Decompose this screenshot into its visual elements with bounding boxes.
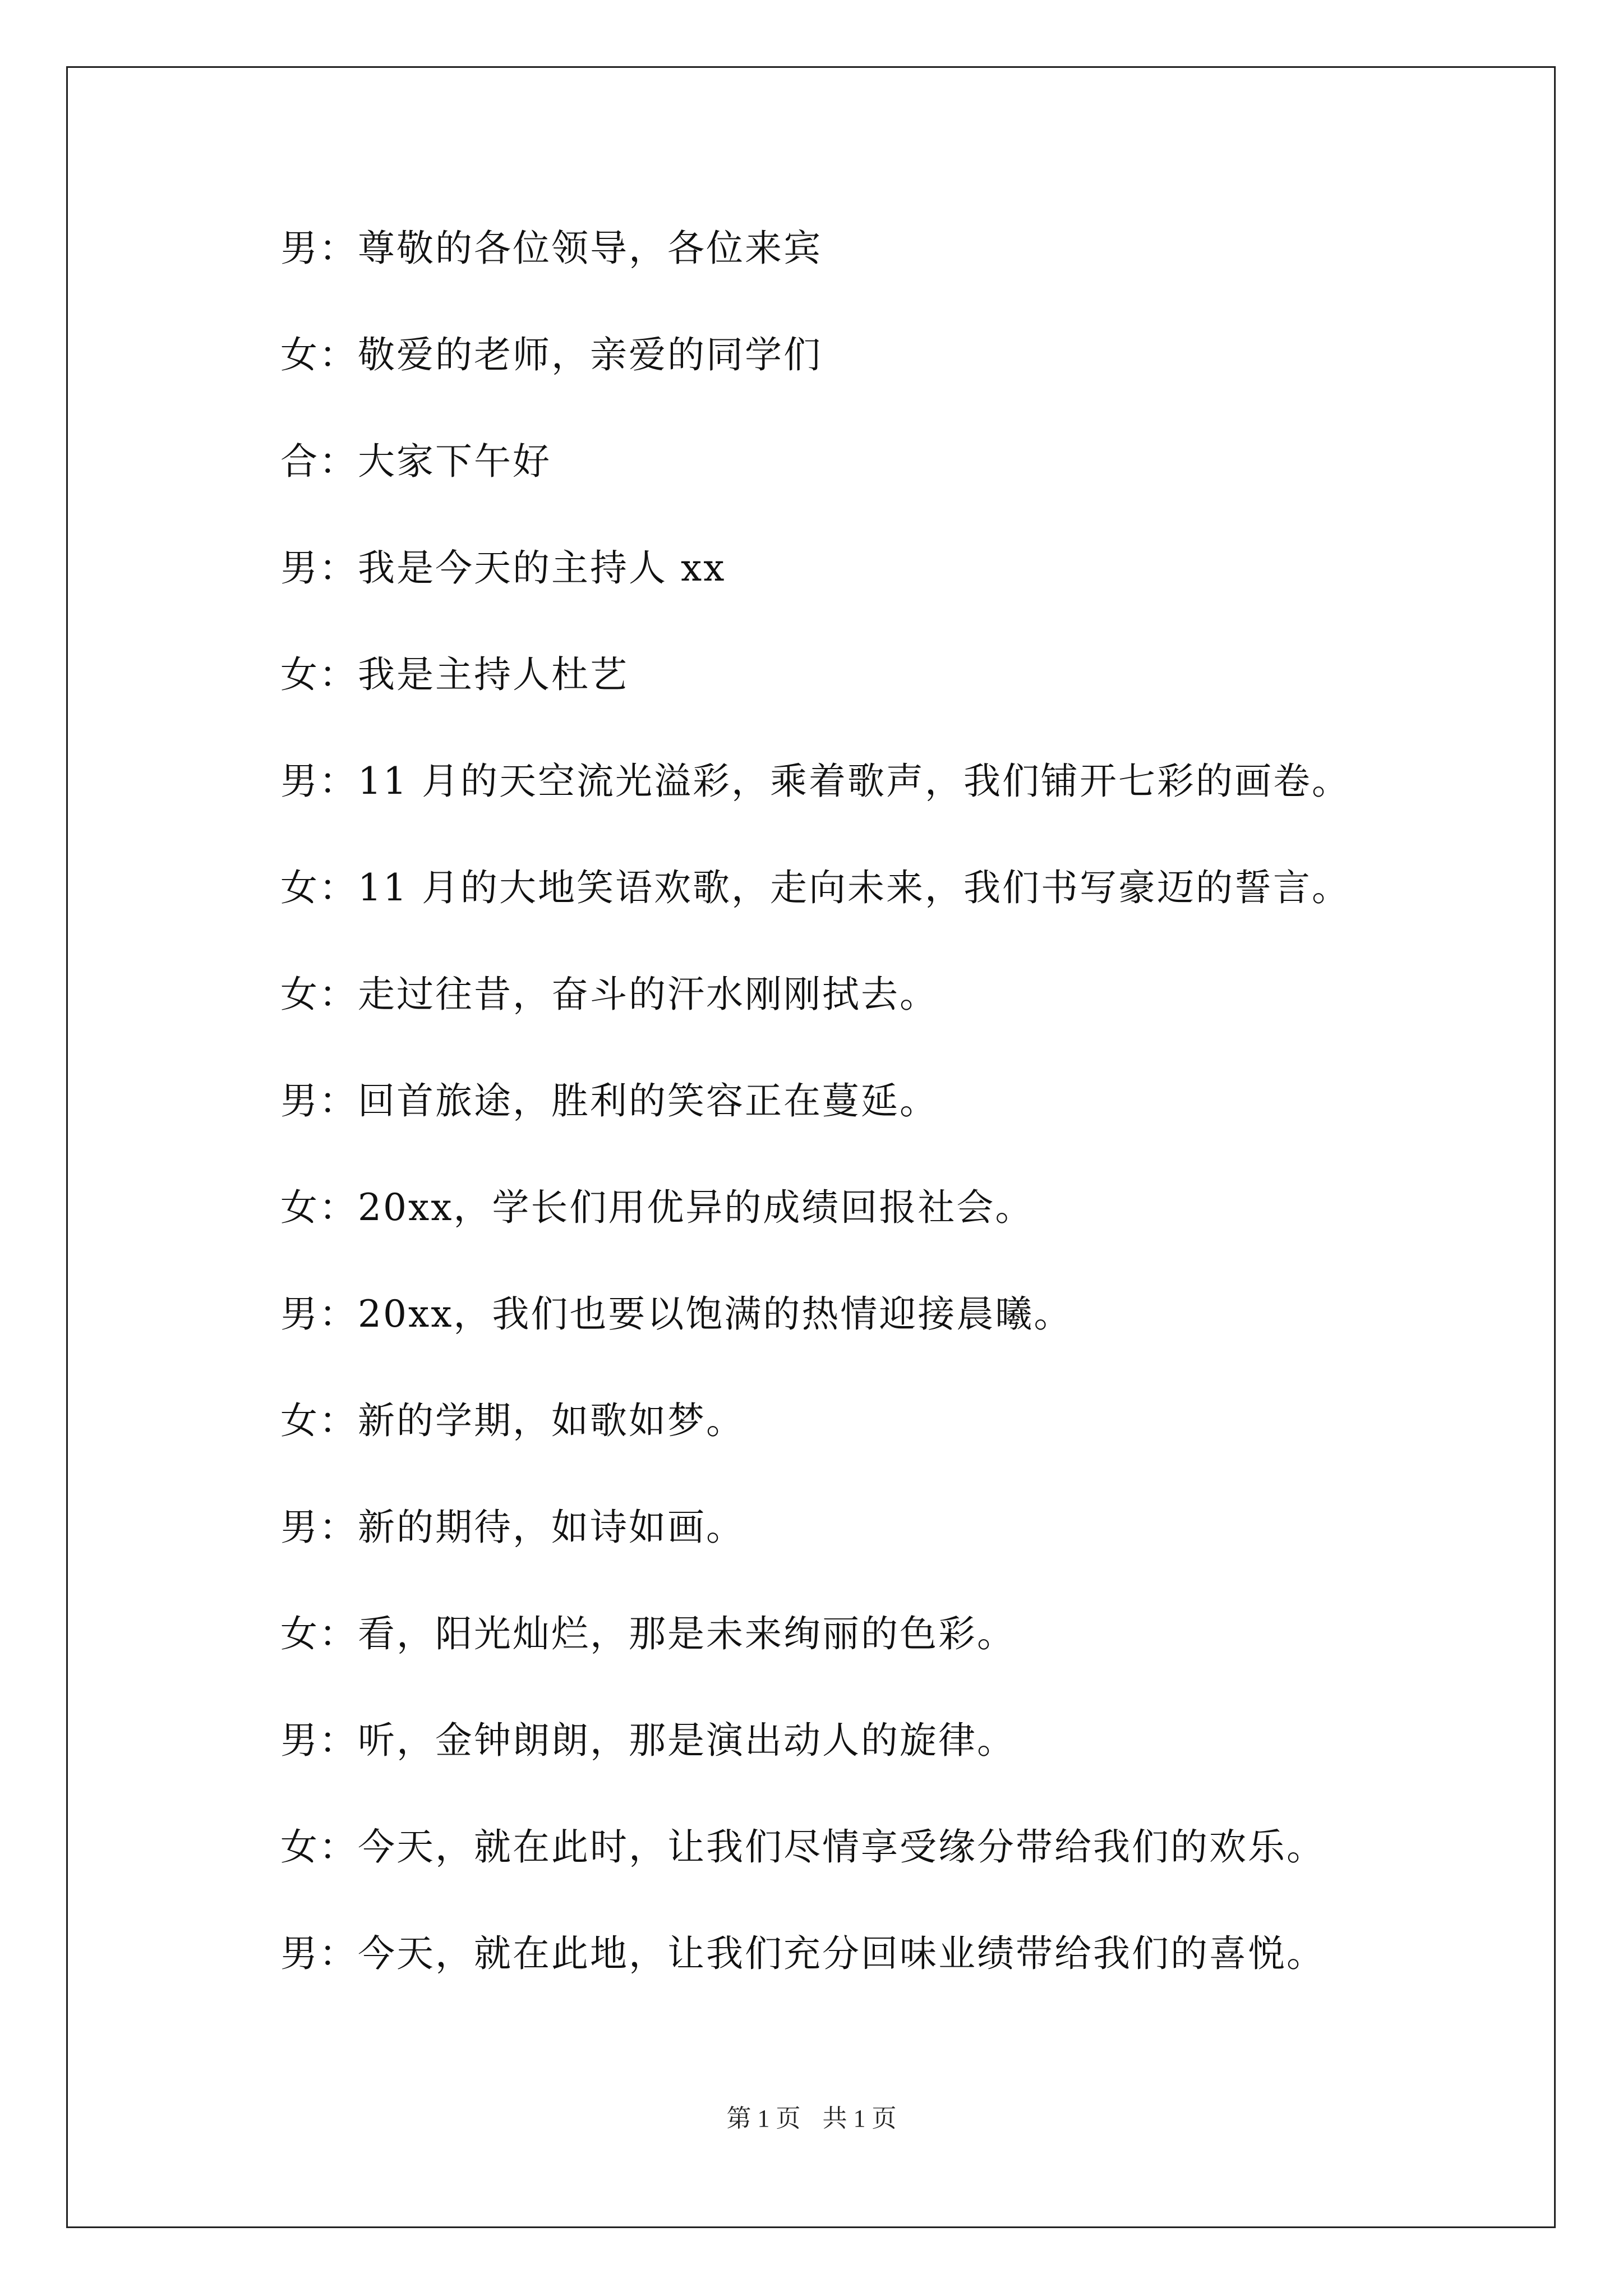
script-line: 女：20xx，学长们用优异的成绩回报社会。 xyxy=(280,1186,1034,1229)
script-line: 女：今天，就在此时，让我们尽情享受缘分带给我们的欢乐。 xyxy=(280,1825,1325,1869)
script-line: 女：看，阳光灿烂，那是未来绚丽的色彩。 xyxy=(280,1612,1016,1655)
script-line: 合：大家下午好 xyxy=(280,440,551,483)
script-line: 男：我是今天的主持人 xx xyxy=(280,546,726,590)
script-line: 男：新的期待，如诗如画。 xyxy=(280,1506,745,1549)
script-lines xyxy=(280,222,1514,2033)
page-number: 第 1 页 xyxy=(726,2105,801,2132)
script-line: 男：今天，就在此地，让我们充分回味业绩带给我们的喜悦。 xyxy=(280,1932,1325,1975)
page-total: 共 1 页 xyxy=(822,2105,897,2132)
script-line: 女：11 月的大地笑语欢歌，走向未来，我们书写豪迈的誓言。 xyxy=(280,866,1350,909)
script-line: 女：我是主持人杜艺 xyxy=(280,653,629,696)
script-line: 女：敬爱的老师，亲爱的同学们 xyxy=(280,333,822,376)
script-line: 男：回首旅途，胜利的笑容正在蔓延。 xyxy=(280,1079,938,1122)
script-line: 女：新的学期，如歌如梦。 xyxy=(280,1399,745,1442)
script-line: 男：20xx，我们也要以饱满的热情迎接晨曦。 xyxy=(280,1292,1073,1336)
script-line: 女：走过往昔，奋斗的汗水刚刚拭去。 xyxy=(280,973,938,1016)
page-footer xyxy=(0,2098,1623,2134)
script-line: 男：尊敬的各位领导，各位来宾 xyxy=(280,227,822,270)
script-line: 男：11 月的天空流光溢彩，乘着歌声，我们铺开七彩的画卷。 xyxy=(280,760,1350,803)
script-line: 男：听，金钟朗朗，那是演出动人的旋律。 xyxy=(280,1719,1016,1762)
